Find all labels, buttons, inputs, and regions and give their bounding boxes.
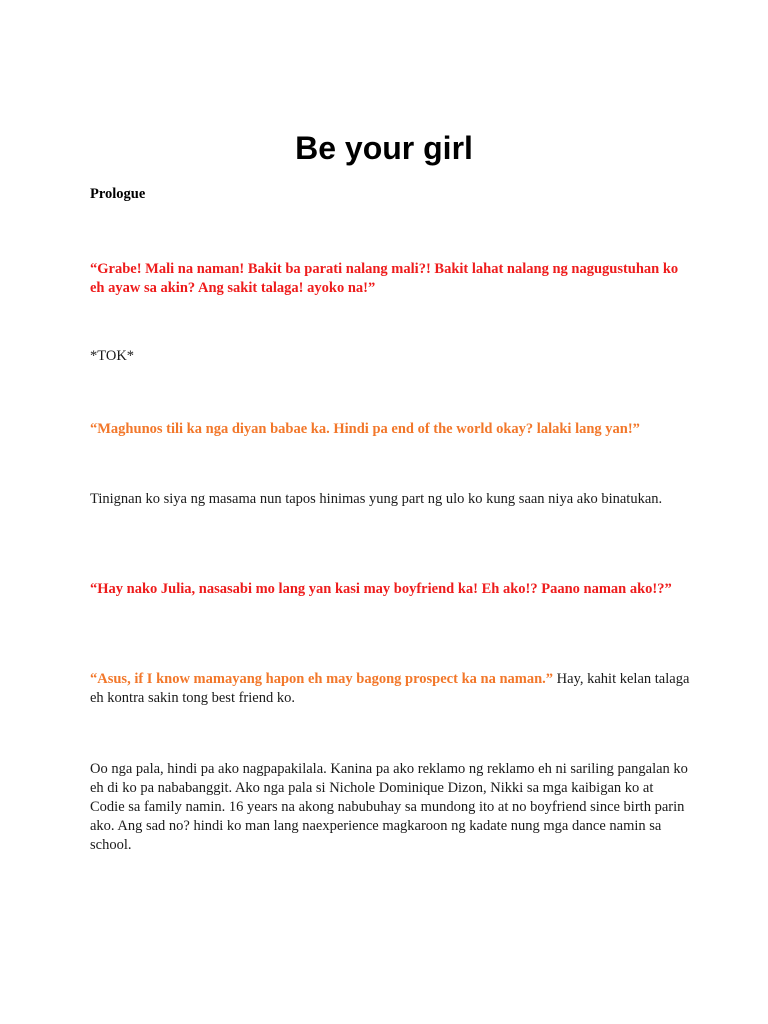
narration-paragraph-1: Tinignan ko siya ng masama nun tapos hinimas yung part ng ulo ko kung saan niya ako binatukan. — [90, 491, 663, 507]
dialogue-paragraph-1: “Grabe! Mali na naman! Bakit ba parati nalang mali?! Bakit lahat nalang ng nagugustuhan ko eh ayaw sa akin? Ang sakit talaga! ayoko na!” — [90, 261, 679, 296]
dialogue-paragraph-2: “Maghunos tili ka nga diyan babae ka. Hindi pa end of the world okay? lalaki lang yan!” — [90, 421, 640, 437]
sound-effect-text: *TOK* — [90, 348, 135, 364]
narration-inline: Hay, kahit kelan talaga eh kontra sakin tong best friend ko. — [90, 671, 690, 706]
dialogue-paragraph-4: “Asus, if I know mamayang hapon eh may bagong prospect ka na naman.” — [90, 671, 554, 687]
dialogue-paragraph-3: “Hay nako Julia, nasasabi mo lang yan kasi may boyfriend ka! Eh ako!? Paano naman ako!?” — [90, 581, 672, 597]
narration-paragraph-2: Oo nga pala, hindi pa ako nagpapakilala. Kanina pa ako reklamo ng reklamo eh ni sariling pangalan ko eh di ko pa nababanggit. Ako nga pala si Nichole Dominique Dizon, Nikki sa mga kaibigan ko at Codie sa family namin. 16 years na akong nabubuhay sa mundong ito at no boyfriend since birth parin ako. Ang sad no? hindi ko man lang naexperience magkaroon ng kadate nung mga dance namin sa school. — [90, 761, 688, 853]
prologue-heading: Prologue — [90, 186, 146, 202]
mixed-paragraph — [90, 670, 690, 708]
document-title: Be your girl — [295, 130, 473, 166]
